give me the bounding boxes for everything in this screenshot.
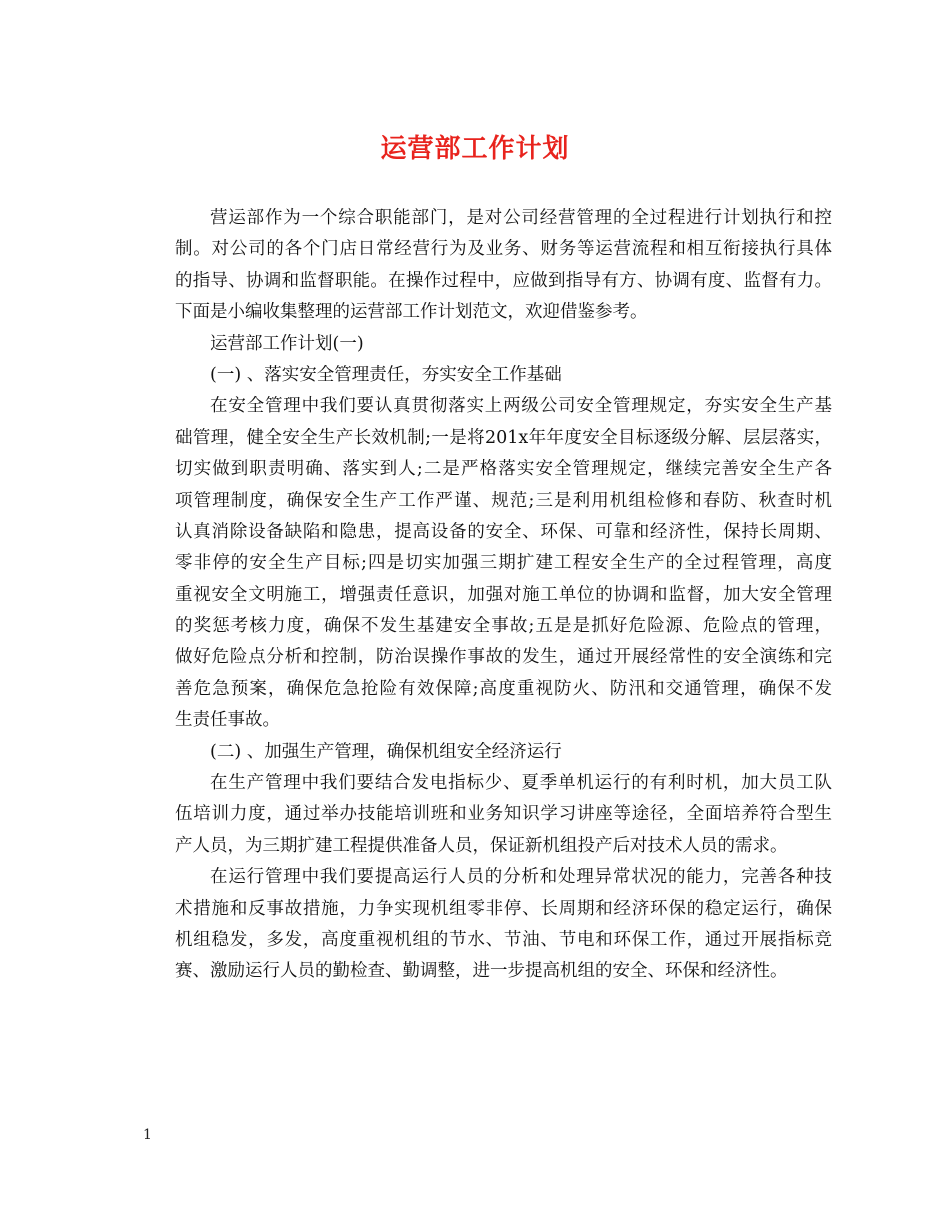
safety-management-paragraph [140, 391, 832, 736]
subsection-heading-one [140, 360, 832, 391]
text-line: (二) 、加强生产管理，确保机组安全经济运行 [210, 741, 562, 762]
text-line: 伍培训力度，通过举办技能培训班和业务知识学习讲座等途径，全面培养符合型生 [175, 804, 832, 825]
text-line: (一) 、落实安全管理责任，夯实安全工作基础 [210, 364, 562, 385]
document-body [140, 203, 832, 988]
text-line: 生责任事故。 [175, 710, 280, 731]
text-line: 产人员，为三期扩建工程提供准备人员，保证新机组投产后对技术人员的需求。 [175, 835, 788, 856]
text-line: 重视安全文明施工，增强责任意识，加强对施工单位的协调和监督，加大安全管理 [175, 584, 832, 605]
text-line: 的奖惩考核力度，确保不发生基建安全事故;五是是抓好危险源、危险点的管理， [175, 616, 832, 637]
text-line: 在安全管理中我们要认真贯彻落实上两级公司安全管理规定，夯实安全生产基 [210, 396, 832, 417]
text-line: 下面是小编收集整理的运营部工作计划范文，欢迎借鉴参考。 [175, 302, 648, 323]
text-line: 运营部工作计划(一) [210, 333, 364, 354]
text-line: 项管理制度，确保安全生产工作严谨、规范;三是利用机组检修和春防、秋查时机 [175, 490, 832, 511]
operation-management-paragraph [140, 862, 832, 988]
document-title: 运营部工作计划 [380, 134, 570, 164]
text-line: 切实做到职责明确、落实到人;二是严格落实安全管理规定，继续完善安全生产各 [175, 459, 832, 480]
text-line: 在生产管理中我们要结合发电指标少、夏季单机运行的有利时机，加大员工队 [210, 773, 832, 794]
text-line: 认真消除设备缺陷和隐患，提高设备的安全、环保、可靠和经济性，保持长周期、 [175, 521, 832, 542]
text-line: 做好危险点分析和控制，防治误操作事故的发生，通过开展经常性的安全演练和完 [175, 647, 832, 668]
text-line: 机组稳发，多发，高度重视机组的节水、节油、节电和环保工作，通过开展指标竞 [175, 929, 832, 950]
production-management-paragraph [140, 768, 832, 862]
text-line: 赛、激励运行人员的勤检查、勤调整，进一步提高机组的安全、环保和经济性。 [175, 961, 788, 982]
subsection-heading-two [140, 737, 832, 768]
intro-paragraph [140, 203, 832, 329]
text-line: 制。对公司的各个门店日常经营行为及业务、财务等运营流程和相互衔接执行具体 [175, 239, 832, 260]
text-line: 术措施和反事故措施，力争实现机组零非停、长周期和经济环保的稳定运行，确保 [175, 898, 832, 919]
page-number: 1 [143, 1127, 152, 1143]
text-line: 善危急预案，确保危急抢险有效保障;高度重视防火、防汛和交通管理，确保不发 [175, 678, 832, 699]
text-line: 在运行管理中我们要提高运行人员的分析和处理异常状况的能力，完善各种技 [210, 867, 832, 888]
text-line: 础管理，健全安全生产长效机制;一是将201x年年度安全目标逐级分解、层层落实， [175, 427, 832, 448]
text-line: 零非停的安全生产目标;四是切实加强三期扩建工程安全生产的全过程管理，高度 [175, 553, 832, 574]
text-line: 营运部作为一个综合职能部门，是对公司经营管理的全过程进行计划执行和控 [210, 208, 832, 228]
section-heading-plan-one [140, 329, 832, 360]
text-line: 的指导、协调和监督职能。在操作过程中，应做到指导有方、协调有度、监督有力。 [175, 270, 832, 291]
